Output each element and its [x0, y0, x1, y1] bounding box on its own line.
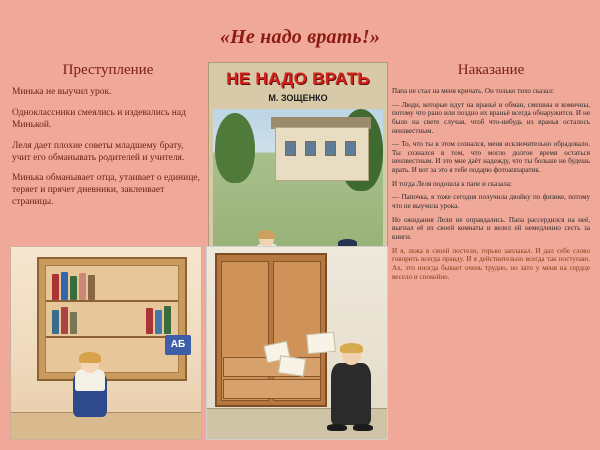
- man-shoe: [327, 424, 347, 431]
- window-shape: [285, 141, 296, 156]
- window-shape: [325, 141, 336, 156]
- man-hair: [340, 343, 363, 353]
- book-spine: [61, 272, 68, 300]
- man-shoe: [353, 424, 373, 431]
- window-shape: [345, 141, 356, 156]
- left-column-heading: Преступление: [62, 62, 154, 78]
- left-paragraph: Минька обманывает отца, утаивает о единице, теряет и прячет дневники, заклеивает страницы.: [12, 173, 200, 208]
- book-spine: [88, 275, 95, 300]
- book-spine: [146, 308, 153, 334]
- book-spine: [155, 310, 162, 334]
- right-paragraph: — Папочка, я тоже сегодня получила двойку по физике, потому что не выучила урока.: [392, 193, 590, 211]
- book-spine: [70, 312, 77, 334]
- tree-shape: [215, 113, 255, 183]
- left-paragraph: Леля дает плохие советы младшему брату, учит его обманывать родителей и учителя.: [12, 140, 185, 163]
- cabinet-shape: [215, 253, 327, 407]
- window-shape: [305, 141, 316, 156]
- page-title: «Не надо врать!»: [219, 26, 381, 48]
- right-column: [392, 62, 590, 286]
- book-spine: [70, 276, 77, 300]
- right-paragraph: Но ожидания Лели не оправдались. Папа рассердился на неё, выгнал её из своей комнаты и велел ей немедленно сесть за книги.: [392, 215, 590, 241]
- book-cover-title: НЕ НАДО ВРАТЬ: [226, 69, 370, 88]
- right-paragraph-highlight: И я, лежа в своей постели, горько заплакал. И дал себе слово говорить всегда правду. И я действительно всегда так поступаю. Ах, это иногда бывает очень трудно, но зато у меня на сердце весело и спокойно.: [392, 246, 590, 281]
- illustration-man-at-cabinet: [206, 246, 388, 440]
- paper-sheet: [306, 332, 336, 354]
- cabinet-drawer: [223, 379, 321, 399]
- book-spine: [52, 274, 59, 300]
- right-paragraph: — То, что ты в этом сознался, меня исключительно обрадовало. Ты сознался в том, что могло долгое время остаться неизвестным. И это мне даёт надежду, что ты больше не будешь врать. И вот за это я тебе подарю фотоаппаратик.: [392, 140, 590, 175]
- shelf-row: [46, 336, 178, 338]
- paper-sheet: [278, 355, 306, 376]
- book-cover-author: М. ЗОЩЕНКО: [268, 93, 328, 103]
- abc-sign: АБ: [165, 335, 191, 355]
- right-column-heading: Наказание: [457, 62, 525, 78]
- book-spine: [61, 307, 68, 334]
- right-paragraph: — Люди, которые идут на враньё и обман, смешны и комичны, потому что рано или поздно их враньё всегда обнаружится. И не было на свете случая, чтоб что-нибудь из вранья осталось неизвестным.: [392, 100, 590, 135]
- right-paragraph: Папа не стал на меня кричать. Он только тихо сказал:: [392, 87, 554, 95]
- bookshelf-shape: [37, 257, 187, 381]
- bookshelf-inner: [45, 265, 179, 373]
- book-spine: [164, 306, 171, 334]
- left-paragraph: Минька не выучил урок.: [12, 87, 112, 97]
- illustration-boy-at-bookshelf: [10, 246, 202, 440]
- floor-shape: [11, 412, 201, 439]
- book-spine: [79, 273, 86, 300]
- boy-hair: [79, 352, 101, 363]
- girl-hair: [258, 230, 275, 239]
- left-column: [12, 62, 204, 218]
- right-paragraph: И тогда Леля подошла к папе и сказала:: [392, 179, 512, 188]
- man-coat: [331, 363, 371, 425]
- shelf-row: [46, 300, 178, 302]
- left-paragraph: Одноклассники смеялись и издевались над Минькой.: [12, 107, 186, 130]
- book-spine: [52, 310, 59, 334]
